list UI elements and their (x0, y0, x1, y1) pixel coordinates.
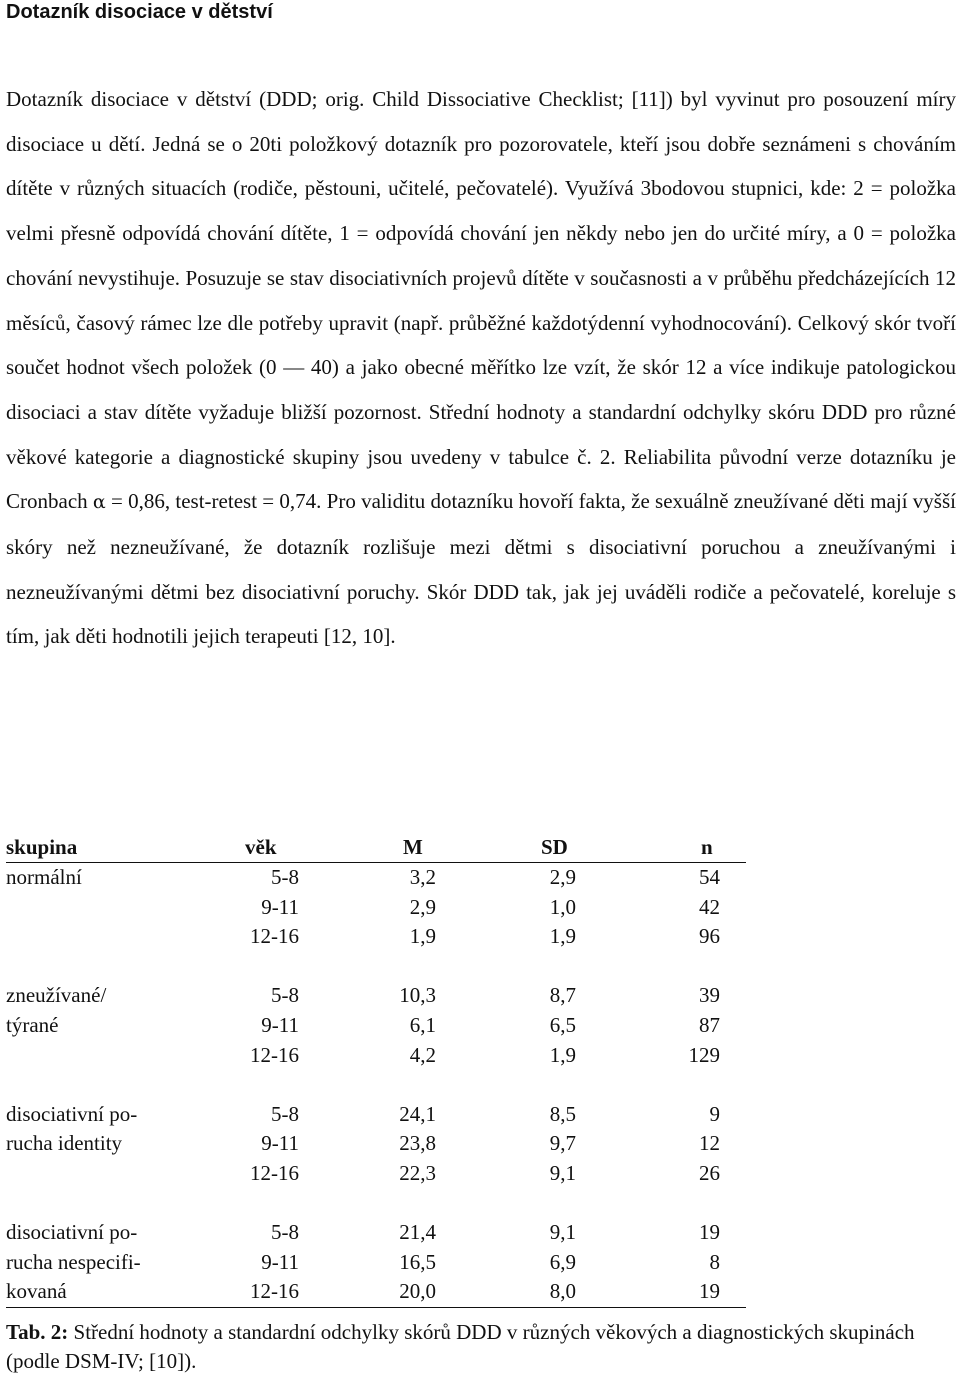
cell-age: 9-11 (261, 1012, 299, 1037)
table-row (6, 893, 746, 923)
caption-text: Střední hodnoty a standardní odchylky skórů DDD v různých věkových a diagnostických skupinách (podle DSM-IV; [10]). (6, 1320, 915, 1373)
cell-age: 5-8 (271, 1220, 299, 1245)
cell-n: 19 (699, 1279, 720, 1304)
cell-sd: 2,9 (549, 865, 576, 889)
table-row (6, 1248, 746, 1278)
paragraph-text-part2: = 0,86, test-retest = 0,74. Pro validitu dotazníku hovoří fakta, že sexuálně zneužívané děti mají vyšší skóry než nezneužívané, že dotazník rozlišuje mezi dětmi s disociativní poruchou a zneužívanými i nezneužívanými dětmi bez disociativní poruchy. Skór DDD tak, jak jej uváděli rodiče a pečovatelé, koreluje s tím, jak děti hodnotili jejich terapeuti [12, 10]. (6, 489, 956, 649)
group-spacer (6, 1189, 746, 1219)
cell-sd: 1,9 (549, 1042, 576, 1067)
cell-sd: 9,7 (549, 1131, 576, 1156)
header-group: skupina (6, 835, 78, 859)
cell-n: 26 (699, 1160, 720, 1185)
cell-mean: 1,9 (409, 924, 436, 949)
header-age: věk (245, 835, 277, 859)
cell-mean: 16,5 (399, 1249, 436, 1274)
cell-sd: 9,1 (549, 1220, 576, 1245)
cell-group: týrané (6, 1012, 59, 1037)
cell-n: 39 (699, 983, 720, 1008)
table-row (6, 1159, 746, 1189)
cell-sd: 8,7 (549, 983, 576, 1008)
cell-mean: 22,3 (399, 1160, 436, 1185)
cell-mean: 10,3 (399, 983, 436, 1008)
table-row (6, 1011, 746, 1041)
cell-group: normální (6, 865, 82, 889)
table-caption (6, 1318, 956, 1376)
alpha-symbol: α (92, 491, 106, 514)
cell-age: 5-8 (271, 983, 299, 1008)
header-n: n (701, 835, 713, 859)
cell-mean: 3,2 (409, 865, 436, 889)
table-row (6, 1129, 746, 1159)
cell-sd: 8,0 (549, 1279, 576, 1304)
cell-mean: 4,2 (409, 1042, 436, 1067)
cell-group: rucha nespecifi- (6, 1249, 141, 1274)
paragraph-text-part1: Dotazník disociace v dětství (DDD; orig. Child Dissociative Checklist; [11]) byl vyvinut pro posouzení míry disociace u dětí. Jedná se o 20ti položkový dotazník pro pozorovatele, kteří jsou dobře seznámeni s chováním dítěte v různých situacích (rodiče, pěstouni, učitelé, pečovatelé). Využívá 3bodovou stupnici, kde: 2 = položka velmi přesně odpovídá chování dítěte, 1 = odpovídá chování jen někdy nebo jen do určité míry, a 0 = položka chování nevystihuje. Posuzuje se stav disociativních projevů dítěte v současnosti a v průběhu předcházejících 12 měsíců, časový rámec lze dle potřeby upravit (např. průběžné každotýdenní vyhodnocování). Celkový skór tvoří součet hodnot všech položek (0 — 40) a jako obecné měřítko lze vzít, že skór 12 a více indikuje patologickou disociaci a stav dítěte vyžaduje bližší pozornost. Střední hodnoty a standardní odchylky skóru DDD pro různé věkové kategorie a diagnostické skupiny jsou uvedeny v tabulce č. 2. Reliabilita původní verze dotazníku je Cronbach (6, 87, 956, 514)
cell-age: 9-11 (261, 1249, 299, 1274)
cell-n: 42 (699, 894, 720, 919)
cell-group: zneužívané/ (6, 983, 107, 1008)
cell-sd: 6,9 (549, 1249, 576, 1274)
cell-n: 54 (699, 865, 720, 889)
cell-sd: 8,5 (549, 1101, 576, 1126)
table-row (6, 922, 746, 952)
table-bottom-rule (6, 1307, 746, 1308)
table-row (6, 981, 746, 1011)
cell-age: 9-11 (261, 894, 299, 919)
group-spacer (6, 952, 746, 982)
cell-n: 8 (709, 1249, 720, 1274)
body-paragraph (6, 77, 956, 659)
table-row (6, 1218, 746, 1248)
cell-mean: 21,4 (399, 1220, 436, 1245)
cell-mean: 6,1 (409, 1012, 436, 1037)
cell-n: 12 (699, 1131, 720, 1156)
cell-mean: 24,1 (399, 1101, 436, 1126)
caption-label: Tab. 2: (6, 1320, 69, 1344)
header-mean: M (403, 835, 423, 859)
cell-sd: 1,0 (549, 894, 576, 919)
cell-group: disociativní po- (6, 1101, 138, 1126)
cell-n: 96 (699, 924, 720, 949)
section-title: Dotazník disociace v dětství (6, 1, 273, 23)
cell-age: 12-16 (250, 1160, 299, 1185)
header-sd: SD (541, 835, 568, 859)
cell-n: 129 (688, 1042, 720, 1067)
table-row (6, 1041, 746, 1071)
cell-sd: 9,1 (549, 1160, 576, 1185)
cell-mean: 2,9 (409, 894, 436, 919)
cell-mean: 20,0 (399, 1279, 436, 1304)
cell-age: 12-16 (250, 924, 299, 949)
group-spacer (6, 1070, 746, 1100)
table-row (6, 863, 746, 893)
cell-group: rucha identity (6, 1131, 123, 1156)
cell-n: 87 (699, 1012, 720, 1037)
cell-age: 12-16 (250, 1042, 299, 1067)
cell-age: 5-8 (271, 865, 299, 889)
cell-n: 19 (699, 1220, 720, 1245)
cell-group: kovaná (6, 1279, 67, 1304)
table-body (6, 863, 746, 1308)
table-row (6, 1100, 746, 1130)
cell-group: disociativní po- (6, 1220, 138, 1245)
table-row (6, 1277, 746, 1307)
cell-age: 5-8 (271, 1101, 299, 1126)
cell-sd: 6,5 (549, 1012, 576, 1037)
ddd-score-table (6, 832, 746, 1308)
table-header-row (6, 832, 746, 863)
cell-mean: 23,8 (399, 1131, 436, 1156)
cell-sd: 1,9 (549, 924, 576, 949)
cell-age: 9-11 (261, 1131, 299, 1156)
cell-age: 12-16 (250, 1279, 299, 1304)
cell-n: 9 (709, 1101, 720, 1126)
